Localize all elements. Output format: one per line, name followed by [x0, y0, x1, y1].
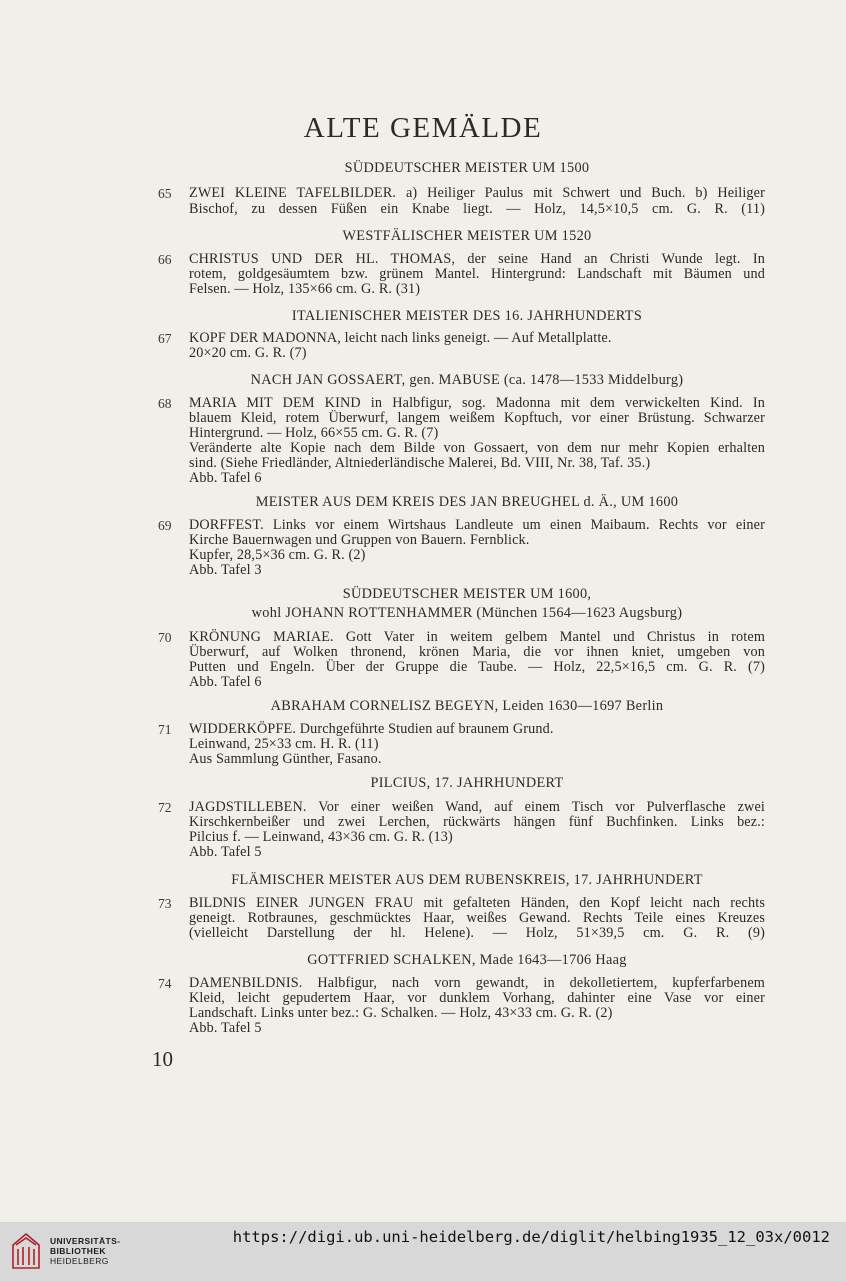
- entry-line: ZWEI KLEINE TAFELBILDER. a) Heiliger Paulus mit Schwert und Buch. b) Heiliger: [189, 185, 765, 201]
- plate-reference: Abb. Tafel 6: [189, 470, 262, 486]
- entry-line: WIDDERKÖPFE. Durchgeführte Studien auf braunem Grund.: [189, 721, 554, 737]
- lot-number: 71: [158, 722, 172, 737]
- plate-reference: Abb. Tafel 5: [189, 844, 262, 860]
- section-heading: MEISTER AUS DEM KREIS DES JAN BREUGHEL d. Ä., UM 1600: [255, 494, 679, 510]
- library-logo-icon: [10, 1231, 42, 1271]
- lot-number: 67: [158, 331, 172, 346]
- entry-line: CHRISTUS UND DER HL. THOMAS, der seine Hand an Christi Wunde legt. In: [189, 251, 765, 267]
- entry-line: Landschaft. Links unter bez.: G. Schalken. — Holz, 43×33 cm. G. R. (2): [189, 1005, 613, 1021]
- entry-line: sind. (Siehe Friedländer, Altniederländische Malerei, Bd. VIII, Nr. 38, Taf. 35.): [189, 455, 651, 471]
- entry-line: Kleid, leicht gepudertem Haar, vor dunklem Vorhang, dahinter eine Vase vor einer: [189, 990, 765, 1006]
- entry-line: Leinwand, 25×33 cm. H. R. (11): [189, 736, 379, 752]
- library-name-line: BIBLIOTHEK: [50, 1246, 106, 1256]
- entry-line: Überwurf, auf Wolken thronend, krönen Maria, die vor ihnen kniet, umgeben von: [189, 644, 765, 660]
- section-heading: FLÄMISCHER MEISTER AUS DEM RUBENSKREIS, 17. JAHRHUNDERT: [231, 872, 703, 888]
- section-heading: ITALIENISCHER MEISTER DES 16. JAHRHUNDERTS: [291, 308, 643, 324]
- section-heading: SÜDDEUTSCHER MEISTER UM 1600,: [342, 586, 592, 602]
- lot-number: 73: [158, 896, 172, 911]
- entry-line: Kirschkernbeißer und zwei Lerchen, rückwärts hängen fünf Buchfinken. Links bez.:: [189, 814, 765, 830]
- lot-number: 70: [158, 630, 172, 645]
- section-heading: WESTFÄLISCHER MEISTER UM 1520: [342, 228, 592, 244]
- entry-line: Veränderte alte Kopie nach dem Bilde von Gossaert, von dem nur mehr Kopien erhalten: [189, 440, 765, 456]
- lot-number: 74: [158, 976, 172, 991]
- lot-number: 72: [158, 800, 172, 815]
- plate-reference: Abb. Tafel 3: [189, 562, 262, 578]
- entry-line: DORFFEST. Links vor einem Wirtshaus Landleute um einen Maibaum. Rechts vor einer: [189, 517, 765, 533]
- page-title: ALTE GEMÄLDE: [303, 112, 543, 144]
- section-heading: PILCIUS, 17. JAHRHUNDERT: [370, 775, 564, 791]
- lot-number: 69: [158, 518, 172, 533]
- entry-line: geneigt. Rotbraunes, geschmücktes Haar, weißes Gewand. Rechts Teile eines Kreuzes: [189, 910, 765, 926]
- entry-line: 20×20 cm. G. R. (7): [189, 345, 307, 361]
- section-heading: SÜDDEUTSCHER MEISTER UM 1500: [344, 160, 590, 176]
- entry-line: Bischof, zu dessen Füßen ein Knabe liegt. — Holz, 14,5×10,5 cm. G. R. (11): [189, 201, 765, 217]
- entry-line: rotem, goldgesäumtem bzw. grünem Mantel. Hintergrund: Landschaft mit Bäumen und: [189, 266, 765, 282]
- library-name-line: UNIVERSITÄTS-: [50, 1236, 121, 1246]
- entry-line: Aus Sammlung Günther, Fasano.: [189, 751, 382, 767]
- entry-line: DAMENBILDNIS. Halbfigur, nach vorn gewandt, in dekolletiertem, kupferfarbenem: [189, 975, 765, 991]
- entry-line: MARIA MIT DEM KIND in Halbfigur, sog. Madonna mit dem verwickelten Kind. In: [189, 395, 765, 411]
- entry-line: JAGDSTILLEBEN. Vor einer weißen Wand, auf einem Tisch vor Pulverflasche zwei: [189, 799, 765, 815]
- section-heading: GOTTFRIED SCHALKEN, Made 1643—1706 Haag: [307, 952, 627, 968]
- entry-line: Kupfer, 28,5×36 cm. G. R. (2): [189, 547, 366, 563]
- section-heading: wohl JOHANN ROTTENHAMMER (München 1564—1623 Augsburg): [251, 605, 683, 621]
- entry-line: Felsen. — Holz, 135×66 cm. G. R. (31): [189, 281, 421, 297]
- plate-reference: Abb. Tafel 5: [189, 1020, 262, 1036]
- page-number: 10: [152, 1047, 173, 1071]
- entry-line: KOPF DER MADONNA, leicht nach links geneigt. — Auf Metallplatte.: [189, 330, 612, 346]
- permalink-url[interactable]: https://digi.ub.uni-heidelberg.de/diglit/helbing1935_12_03x/0012: [232, 1228, 830, 1246]
- entry-line: blauem Kleid, rotem Überwurf, langem weißem Kopftuch, vor einer Brüstung. Schwarzer: [189, 410, 765, 426]
- entry-line: Pilcius f. — Leinwand, 43×36 cm. G. R. (13): [189, 829, 453, 845]
- entry-line: Hintergrund. — Holz, 66×55 cm. G. R. (7): [189, 425, 439, 441]
- lot-number: 65: [158, 186, 172, 201]
- plate-reference: Abb. Tafel 6: [189, 674, 262, 690]
- library-name-line: HEIDELBERG: [50, 1256, 109, 1266]
- entry-line: Putten und Engeln. Über der Gruppe die Taube. — Holz, 22,5×16,5 cm. G. R. (7): [189, 659, 765, 675]
- entry-line: BILDNIS EINER JUNGEN FRAU mit gefalteten Händen, den Kopf leicht nach rechts: [189, 895, 765, 911]
- section-heading: ABRAHAM CORNELISZ BEGEYN, Leiden 1630—1697 Berlin: [270, 698, 664, 714]
- entry-line: Kirche Bauernwagen und Gruppen von Bauern. Fernblick.: [189, 532, 530, 548]
- lot-number: 66: [158, 252, 172, 267]
- entry-line: (vielleicht Darstellung der hl. Helene). — Holz, 51×39,5 cm. G. R. (9): [189, 925, 765, 941]
- lot-number: 68: [158, 396, 172, 411]
- section-heading: NACH JAN GOSSAERT, gen. MABUSE (ca. 1478—1533 Middelburg): [250, 372, 684, 388]
- library-name: [50, 1236, 120, 1266]
- entry-line: KRÖNUNG MARIAE. Gott Vater in weitem gelbem Mantel und Christus in rotem: [189, 629, 765, 645]
